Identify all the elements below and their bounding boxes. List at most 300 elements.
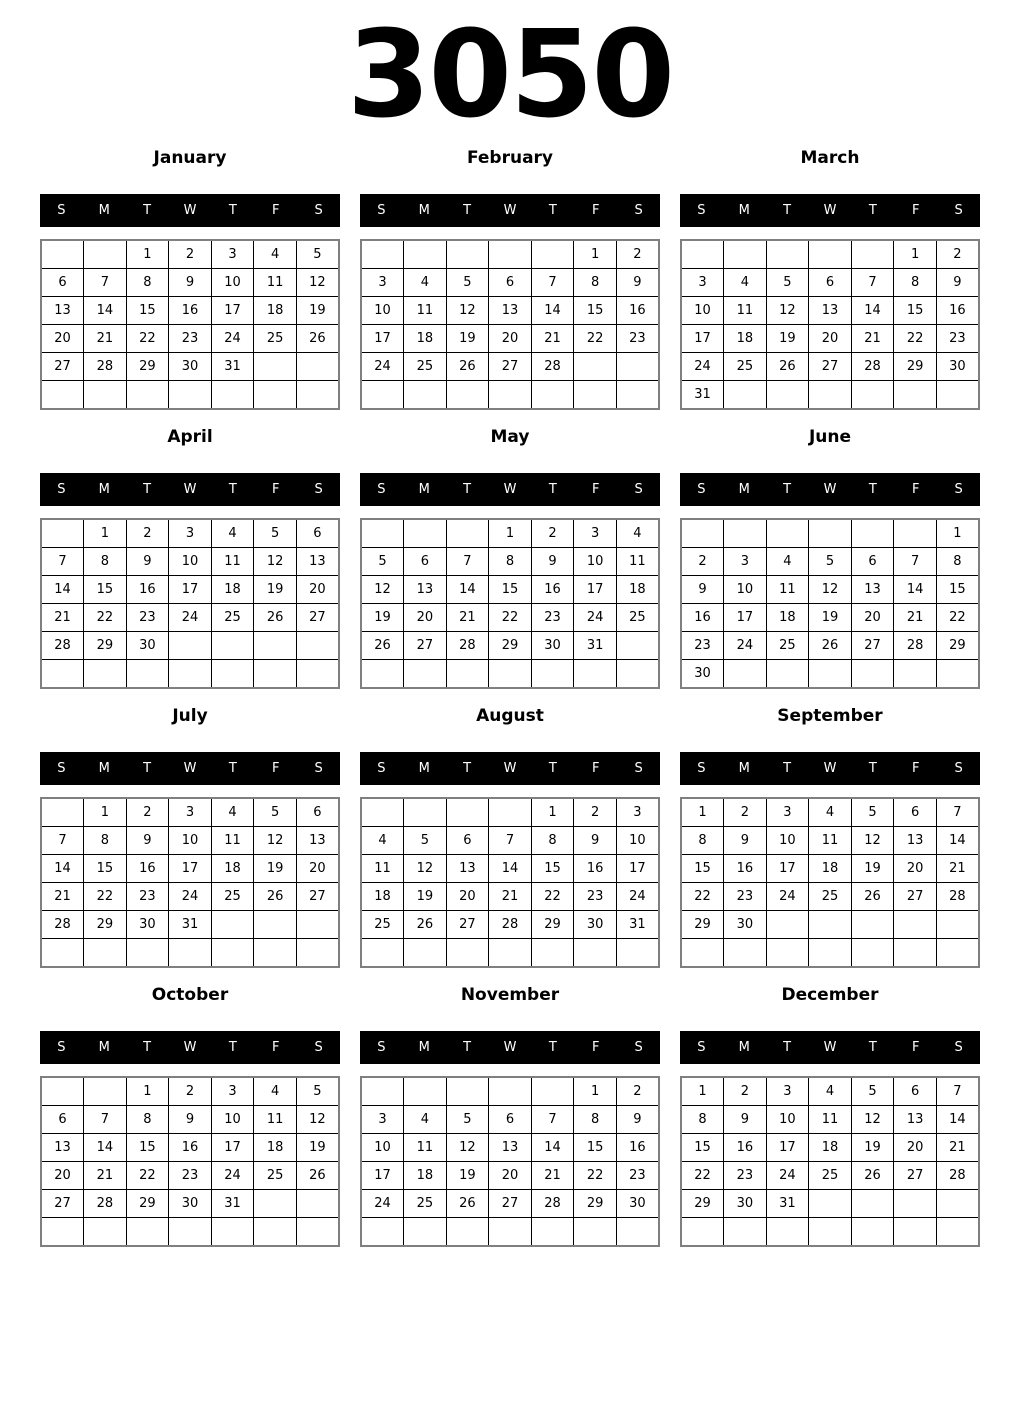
week-row	[361, 660, 659, 689]
date-cell: 11	[254, 269, 297, 297]
date-cell: 20	[446, 883, 489, 911]
date-cell: 6	[851, 548, 894, 576]
week-row	[361, 798, 659, 827]
date-cell: 8	[574, 1106, 617, 1134]
month-title: June	[808, 427, 852, 447]
week-row	[361, 1134, 659, 1162]
date-cell: 18	[211, 576, 254, 604]
dates-grid	[360, 797, 660, 968]
empty-cell	[361, 519, 404, 548]
date-cell: 28	[41, 911, 84, 939]
date-cell: 24	[724, 632, 767, 660]
dates-grid	[40, 518, 340, 689]
weekday-label: T	[868, 482, 877, 497]
date-cell: 9	[724, 827, 767, 855]
date-cell: 25	[404, 1190, 447, 1218]
date-cell: 30	[531, 632, 574, 660]
weekday-label: S	[377, 761, 386, 776]
date-cell: 15	[84, 576, 127, 604]
date-cell: 5	[766, 269, 809, 297]
date-cell: 20	[404, 604, 447, 632]
weekday-label: T	[548, 203, 557, 218]
date-cell: 24	[211, 1162, 254, 1190]
month-title: December	[781, 985, 879, 1005]
date-cell: 22	[936, 604, 979, 632]
date-cell: 4	[809, 798, 852, 827]
date-cell: 3	[766, 1077, 809, 1106]
weekday-label: T	[868, 761, 877, 776]
date-cell: 16	[169, 297, 212, 325]
date-cell: 1	[894, 240, 937, 269]
month-june	[680, 428, 980, 689]
empty-cell	[84, 1077, 127, 1106]
month-september	[680, 707, 980, 968]
empty-cell	[851, 381, 894, 410]
week-row	[361, 297, 659, 325]
date-cell: 21	[936, 1134, 979, 1162]
date-cell: 1	[681, 798, 724, 827]
date-cell: 7	[489, 827, 532, 855]
date-cell: 7	[84, 1106, 127, 1134]
weekday-label: F	[911, 482, 920, 497]
date-cell: 5	[254, 798, 297, 827]
date-cell: 10	[169, 827, 212, 855]
date-cell: 5	[296, 1077, 339, 1106]
date-cell: 5	[809, 548, 852, 576]
weekday-label: T	[868, 1040, 877, 1055]
weekday-label: T	[143, 1040, 152, 1055]
weekday-label: S	[634, 482, 643, 497]
date-cell: 28	[446, 632, 489, 660]
empty-cell	[936, 1218, 979, 1247]
date-cell: 25	[724, 353, 767, 381]
week-row	[41, 1106, 339, 1134]
date-cell: 25	[254, 325, 297, 353]
weekday-header-bar	[360, 473, 660, 506]
date-cell: 29	[84, 632, 127, 660]
date-cell: 4	[361, 827, 404, 855]
weekday-label: T	[143, 761, 152, 776]
date-cell: 14	[41, 576, 84, 604]
date-cell: 17	[169, 576, 212, 604]
date-cell: 17	[211, 297, 254, 325]
month-may	[360, 428, 660, 689]
weekday-label: S	[377, 482, 386, 497]
date-cell: 9	[681, 576, 724, 604]
empty-cell	[851, 240, 894, 269]
date-cell: 2	[681, 548, 724, 576]
date-cell: 13	[489, 297, 532, 325]
date-cell: 17	[766, 1134, 809, 1162]
empty-cell	[296, 911, 339, 939]
weekday-label: T	[228, 482, 237, 497]
date-cell: 9	[169, 1106, 212, 1134]
weekday-label: T	[143, 482, 152, 497]
weekday-label: S	[697, 203, 706, 218]
weekday-label: W	[823, 482, 837, 497]
week-row	[681, 1106, 979, 1134]
weekday-label: F	[271, 482, 280, 497]
weekday-label: T	[783, 203, 792, 218]
empty-cell	[84, 939, 127, 968]
date-cell: 3	[211, 1077, 254, 1106]
date-cell: 31	[681, 381, 724, 410]
empty-cell	[489, 1077, 532, 1106]
week-row	[361, 1190, 659, 1218]
week-row	[681, 604, 979, 632]
date-cell: 16	[126, 576, 169, 604]
weekday-label: F	[911, 203, 920, 218]
date-cell: 2	[616, 240, 659, 269]
date-cell: 1	[574, 240, 617, 269]
date-cell: 6	[809, 269, 852, 297]
dates-grid	[680, 1076, 980, 1247]
date-cell: 7	[894, 548, 937, 576]
date-cell: 19	[766, 325, 809, 353]
date-cell: 16	[724, 1134, 767, 1162]
weekday-label: S	[697, 1040, 706, 1055]
date-cell: 8	[126, 269, 169, 297]
date-cell: 12	[446, 297, 489, 325]
date-cell: 17	[681, 325, 724, 353]
date-cell: 6	[894, 798, 937, 827]
date-cell: 1	[936, 519, 979, 548]
empty-cell	[254, 381, 297, 410]
empty-cell	[766, 240, 809, 269]
dates-grid	[680, 518, 980, 689]
date-cell: 3	[616, 798, 659, 827]
empty-cell	[809, 519, 852, 548]
empty-cell	[211, 632, 254, 660]
weekday-header-bar	[680, 752, 980, 785]
empty-cell	[169, 660, 212, 689]
weekday-label: M	[418, 761, 430, 776]
date-cell: 26	[254, 604, 297, 632]
empty-cell	[254, 1218, 297, 1247]
date-cell: 10	[574, 548, 617, 576]
date-cell: 27	[489, 1190, 532, 1218]
date-cell: 29	[681, 1190, 724, 1218]
empty-cell	[169, 381, 212, 410]
date-cell: 17	[766, 855, 809, 883]
date-cell: 18	[211, 855, 254, 883]
week-row	[361, 1162, 659, 1190]
date-cell: 22	[84, 883, 127, 911]
date-cell: 29	[84, 911, 127, 939]
date-cell: 12	[851, 1106, 894, 1134]
date-cell: 24	[616, 883, 659, 911]
weekday-label: M	[98, 482, 110, 497]
date-cell: 14	[894, 576, 937, 604]
date-cell: 14	[851, 297, 894, 325]
date-cell: 21	[84, 325, 127, 353]
date-cell: 6	[489, 269, 532, 297]
empty-cell	[851, 1190, 894, 1218]
week-row	[361, 576, 659, 604]
week-row	[681, 269, 979, 297]
date-cell: 25	[809, 883, 852, 911]
date-cell: 23	[724, 1162, 767, 1190]
date-cell: 27	[41, 1190, 84, 1218]
date-cell: 10	[724, 576, 767, 604]
date-cell: 24	[766, 883, 809, 911]
date-cell: 18	[724, 325, 767, 353]
empty-cell	[169, 939, 212, 968]
date-cell: 7	[936, 798, 979, 827]
date-cell: 20	[489, 1162, 532, 1190]
date-cell: 30	[574, 911, 617, 939]
empty-cell	[126, 381, 169, 410]
date-cell: 11	[809, 827, 852, 855]
date-cell: 9	[616, 269, 659, 297]
week-row	[41, 798, 339, 827]
empty-cell	[809, 1218, 852, 1247]
date-cell: 14	[489, 855, 532, 883]
empty-cell	[809, 939, 852, 968]
date-cell: 17	[616, 855, 659, 883]
date-cell: 28	[531, 1190, 574, 1218]
month-january	[40, 149, 340, 410]
date-cell: 2	[169, 1077, 212, 1106]
date-cell: 10	[361, 1134, 404, 1162]
date-cell: 25	[809, 1162, 852, 1190]
week-row	[681, 855, 979, 883]
date-cell: 31	[211, 1190, 254, 1218]
month-july	[40, 707, 340, 968]
date-cell: 2	[126, 519, 169, 548]
empty-cell	[851, 660, 894, 689]
date-cell: 25	[361, 911, 404, 939]
date-cell: 1	[681, 1077, 724, 1106]
date-cell: 28	[936, 883, 979, 911]
date-cell: 10	[169, 548, 212, 576]
empty-cell	[574, 1218, 617, 1247]
empty-cell	[936, 660, 979, 689]
date-cell: 23	[616, 325, 659, 353]
empty-cell	[404, 519, 447, 548]
date-cell: 15	[936, 576, 979, 604]
date-cell: 28	[41, 632, 84, 660]
empty-cell	[851, 939, 894, 968]
date-cell: 26	[809, 632, 852, 660]
date-cell: 22	[84, 604, 127, 632]
weekday-label: S	[314, 1040, 323, 1055]
date-cell: 14	[84, 297, 127, 325]
empty-cell	[296, 939, 339, 968]
empty-cell	[41, 939, 84, 968]
date-cell: 27	[851, 632, 894, 660]
weekday-label: F	[911, 1040, 920, 1055]
empty-cell	[616, 1218, 659, 1247]
week-row	[681, 827, 979, 855]
date-cell: 3	[766, 798, 809, 827]
date-cell: 6	[41, 269, 84, 297]
weekday-label: W	[823, 761, 837, 776]
date-cell: 18	[404, 1162, 447, 1190]
empty-cell	[851, 1218, 894, 1247]
empty-cell	[296, 632, 339, 660]
date-cell: 18	[404, 325, 447, 353]
weekday-label: T	[783, 482, 792, 497]
date-cell: 17	[724, 604, 767, 632]
week-row	[41, 269, 339, 297]
date-cell: 25	[211, 883, 254, 911]
empty-cell	[404, 798, 447, 827]
date-cell: 8	[936, 548, 979, 576]
weekday-label: W	[823, 203, 837, 218]
week-row	[681, 939, 979, 968]
date-cell: 27	[404, 632, 447, 660]
weekday-label: F	[591, 761, 600, 776]
date-cell: 16	[169, 1134, 212, 1162]
empty-cell	[446, 1077, 489, 1106]
date-cell: 27	[489, 353, 532, 381]
month-title: April	[167, 427, 213, 447]
date-cell: 29	[531, 911, 574, 939]
date-cell: 8	[574, 269, 617, 297]
empty-cell	[724, 1218, 767, 1247]
date-cell: 29	[489, 632, 532, 660]
date-cell: 4	[211, 798, 254, 827]
date-cell: 19	[361, 604, 404, 632]
weekday-label: S	[57, 203, 66, 218]
date-cell: 3	[211, 240, 254, 269]
date-cell: 15	[84, 855, 127, 883]
date-cell: 27	[41, 353, 84, 381]
date-cell: 12	[361, 576, 404, 604]
month-title: January	[153, 148, 227, 168]
date-cell: 29	[126, 353, 169, 381]
date-cell: 20	[894, 855, 937, 883]
weekday-label: S	[954, 1040, 963, 1055]
empty-cell	[766, 519, 809, 548]
date-cell: 27	[296, 604, 339, 632]
weekday-label: F	[271, 203, 280, 218]
date-cell: 4	[211, 519, 254, 548]
week-row	[681, 353, 979, 381]
weekday-label: S	[634, 203, 643, 218]
week-row	[361, 1218, 659, 1247]
date-cell: 7	[851, 269, 894, 297]
weekday-label: F	[591, 203, 600, 218]
date-cell: 10	[766, 827, 809, 855]
date-cell: 22	[681, 883, 724, 911]
date-cell: 12	[296, 1106, 339, 1134]
date-cell: 11	[766, 576, 809, 604]
empty-cell	[41, 798, 84, 827]
date-cell: 9	[574, 827, 617, 855]
date-cell: 13	[446, 855, 489, 883]
empty-cell	[296, 1218, 339, 1247]
week-row	[41, 240, 339, 269]
week-row	[681, 1134, 979, 1162]
week-row	[681, 798, 979, 827]
date-cell: 13	[489, 1134, 532, 1162]
weekday-label: F	[591, 1040, 600, 1055]
date-cell: 15	[489, 576, 532, 604]
date-cell: 5	[851, 1077, 894, 1106]
empty-cell	[84, 240, 127, 269]
dates-grid	[360, 1076, 660, 1247]
week-row	[681, 381, 979, 410]
date-cell: 14	[41, 855, 84, 883]
date-cell: 13	[404, 576, 447, 604]
empty-cell	[254, 632, 297, 660]
date-cell: 31	[574, 632, 617, 660]
empty-cell	[809, 381, 852, 410]
weekday-label: S	[377, 203, 386, 218]
weekday-label: S	[634, 1040, 643, 1055]
date-cell: 2	[616, 1077, 659, 1106]
empty-cell	[84, 660, 127, 689]
empty-cell	[616, 660, 659, 689]
date-cell: 27	[296, 883, 339, 911]
week-row	[681, 911, 979, 939]
weekday-label: W	[503, 482, 517, 497]
date-cell: 14	[531, 297, 574, 325]
date-cell: 6	[404, 548, 447, 576]
week-row	[41, 576, 339, 604]
date-cell: 30	[681, 660, 724, 689]
weekday-label: T	[548, 761, 557, 776]
empty-cell	[489, 660, 532, 689]
week-row	[681, 1162, 979, 1190]
weekday-label: W	[503, 761, 517, 776]
date-cell: 10	[681, 297, 724, 325]
date-cell: 24	[681, 353, 724, 381]
empty-cell	[446, 1218, 489, 1247]
date-cell: 21	[936, 855, 979, 883]
empty-cell	[404, 939, 447, 968]
date-cell: 18	[254, 297, 297, 325]
date-cell: 21	[531, 1162, 574, 1190]
weekday-label: M	[418, 203, 430, 218]
weekday-label: W	[183, 482, 197, 497]
weekday-label: S	[314, 482, 323, 497]
date-cell: 2	[574, 798, 617, 827]
date-cell: 17	[169, 855, 212, 883]
empty-cell	[254, 1190, 297, 1218]
date-cell: 11	[616, 548, 659, 576]
date-cell: 22	[681, 1162, 724, 1190]
date-cell: 8	[681, 827, 724, 855]
date-cell: 22	[489, 604, 532, 632]
week-row	[681, 519, 979, 548]
date-cell: 13	[41, 297, 84, 325]
empty-cell	[446, 240, 489, 269]
empty-cell	[296, 381, 339, 410]
date-cell: 4	[254, 240, 297, 269]
date-cell: 15	[531, 855, 574, 883]
month-title: November	[460, 985, 560, 1005]
date-cell: 1	[84, 798, 127, 827]
empty-cell	[894, 911, 937, 939]
date-cell: 15	[574, 297, 617, 325]
date-cell: 27	[894, 1162, 937, 1190]
weekday-label: S	[57, 1040, 66, 1055]
date-cell: 14	[446, 576, 489, 604]
empty-cell	[84, 381, 127, 410]
date-cell: 3	[361, 269, 404, 297]
empty-cell	[126, 939, 169, 968]
empty-cell	[41, 1077, 84, 1106]
week-row	[361, 911, 659, 939]
week-row	[361, 939, 659, 968]
month-august	[360, 707, 660, 968]
week-row	[681, 240, 979, 269]
date-cell: 30	[169, 353, 212, 381]
date-cell: 27	[809, 353, 852, 381]
